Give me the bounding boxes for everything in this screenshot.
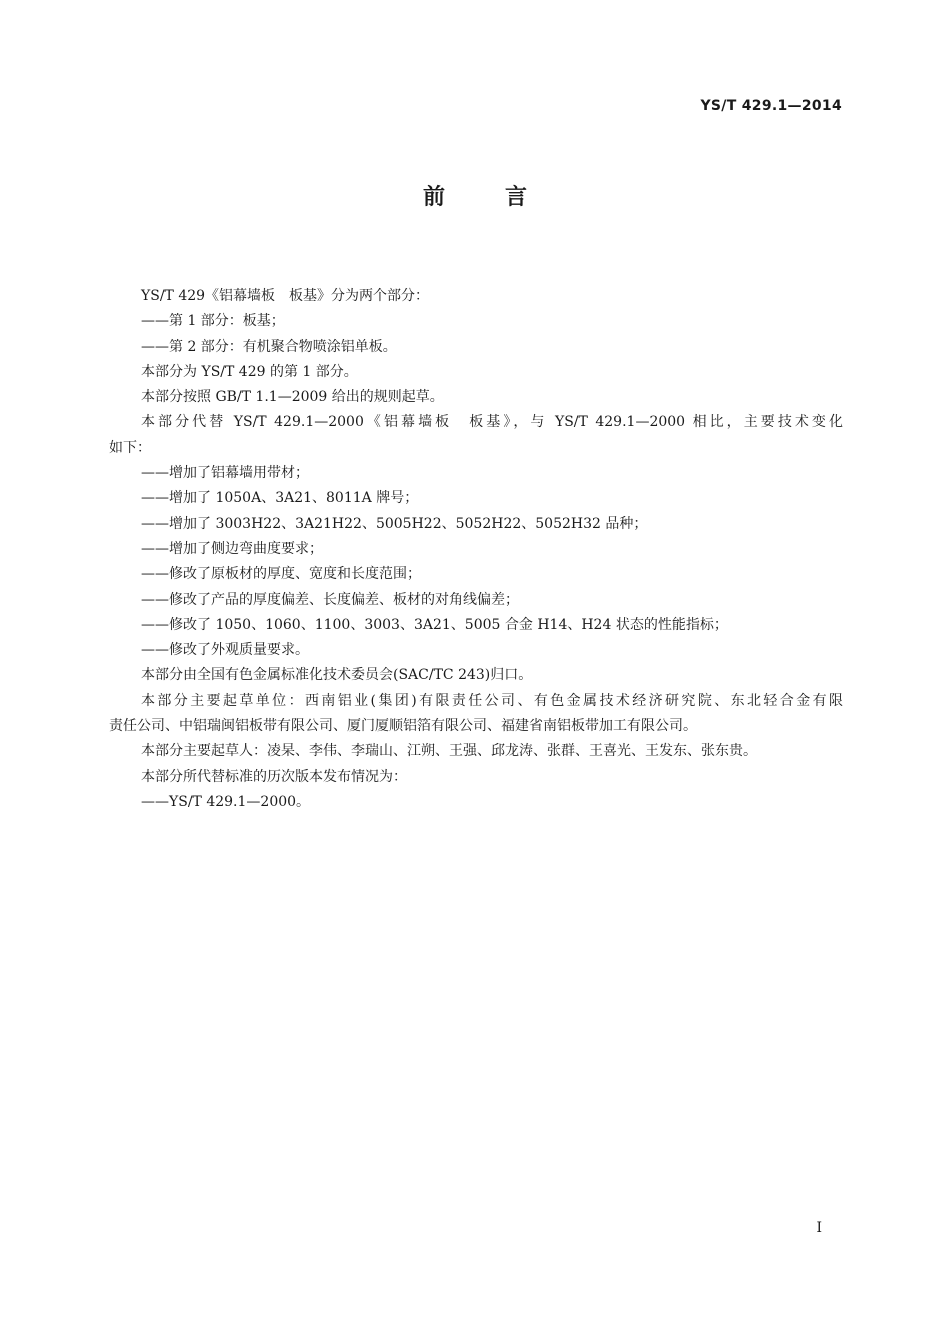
paragraph-history: 本部分所代替标准的历次版本发布情况为：	[141, 768, 407, 785]
list-item-change: ——修改了 1050、1060、1100、3003、3A21、5005 合金 H14、H24 状态的性能指标；	[141, 616, 728, 633]
list-item-change: ——增加了 1050A、3A21、8011A 牌号；	[141, 490, 419, 507]
page-number: I	[816, 1220, 822, 1236]
paragraph-drafting-rules: 本部分按照 GB/T 1.1—2009 给出的规则起草。	[141, 389, 444, 406]
paragraph-scope: 本部分为 YS/T 429 的第 1 部分。	[141, 363, 358, 380]
list-item-part-2: ——第 2 部分：有机聚合物喷涂铝单板。	[141, 338, 397, 355]
list-item-history: ——YS/T 429.1—2000。	[141, 793, 311, 810]
list-item-part-1: ——第 1 部分：板基；	[141, 313, 285, 330]
page-title: 前言	[422, 185, 587, 210]
standard-code: YS/T 429.1—2014	[700, 98, 842, 114]
document-body	[109, 284, 843, 815]
paragraph-drafting-units: 本部分主要起草单位：西南铝业(集团)有限责任公司、有色金属技术经济研究院、东北轻合金有限	[141, 692, 843, 709]
list-item-change: ——修改了外观质量要求。	[141, 642, 309, 659]
list-item-change: ——修改了产品的厚度偏差、长度偏差、板材的对角线偏差；	[141, 591, 519, 608]
list-item-change: ——修改了原板材的厚度、宽度和长度范围；	[141, 566, 421, 583]
paragraph-replacement-continued: 如下：	[109, 439, 151, 456]
list-item-change: ——增加了 3003H22、3A21H22、5005H22、5052H22、5052H32 品种；	[141, 515, 648, 532]
list-item-change: ——增加了铝幕墙用带材；	[141, 465, 309, 482]
paragraph-replacement: 本部分代替 YS/T 429.1—2000《铝幕墙板 板基》，与 YS/T 429.1—2000 相比，主要技术变化	[141, 414, 843, 431]
paragraph-parts-intro: YS/T 429《铝幕墙板 板基》分为两个部分：	[141, 288, 430, 304]
paragraph-drafters: 本部分主要起草人：凌杲、李伟、李瑞山、江朔、王强、邱龙涛、张群、王喜光、王发东、张东贵。	[141, 743, 757, 760]
paragraph-drafting-units-continued: 责任公司、中铝瑞闽铝板带有限公司、厦门厦顺铝箔有限公司、福建省南铝板带加工有限公司。	[109, 718, 697, 735]
list-item-change: ——增加了侧边弯曲度要求；	[141, 540, 323, 557]
paragraph-committee: 本部分由全国有色金属标准化技术委员会(SAC/TC 243)归口。	[141, 667, 533, 684]
